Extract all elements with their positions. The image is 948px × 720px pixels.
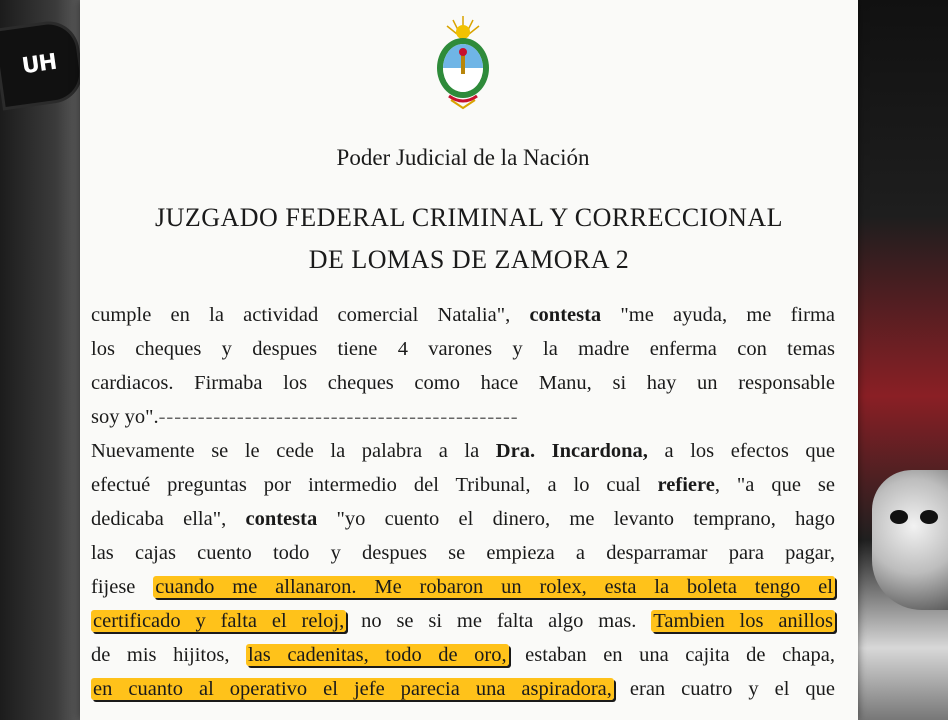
highlight: en cuanto al operativo el jefe parecia una aspiradora, <box>93 678 612 700</box>
background-left <box>0 0 80 720</box>
text-line: efectué preguntas por intermedio del Tribunal, a lo cual refiere, "a que se <box>91 474 835 496</box>
text-line: certificado y falta el reloj, no se si me falta algo mas. Tambien los anillos <box>93 610 833 632</box>
text-line: Nuevamente se le cede la palabra a la Dra. Incardona, a los efectos que <box>91 440 835 462</box>
text-line: fijese cuando me allanaron. Me robaron un rolex, esta la boleta tengo el <box>91 576 833 598</box>
highlight: certificado y falta el reloj, <box>93 610 345 632</box>
court-name-line-2: DE LOMAS DE ZAMORA 2 <box>308 245 630 274</box>
text-line: dedicaba ella", contesta "yo cuento el dinero, me levanto temprano, hago <box>91 508 835 530</box>
court-branch-heading: Poder Judicial de la Nación <box>336 145 590 170</box>
court-name-heading <box>80 197 858 281</box>
text-line: de mis hijitos, las cadenitas, todo de oro, estaban en una cajita de chapa, <box>91 644 835 666</box>
background-right <box>858 0 948 720</box>
court-name-line-1: JUZGADO FEDERAL CRIMINAL Y CORRECCIONAL <box>154 203 784 232</box>
text-line: las cajas cuento todo y despues se empieza a desparramar para pagar, <box>91 542 835 564</box>
text-line: cumple en la actividad comercial Natalia", contesta "me ayuda, me firma <box>91 304 835 326</box>
court-document <box>80 0 858 720</box>
testimony-text <box>91 298 835 706</box>
text-line: soy yo".---------------------------------------------- <box>91 406 519 428</box>
highlight: Tambien los anillos <box>653 610 833 632</box>
text-line: los cheques y despues tiene 4 varones y la madre enferma con temas <box>91 338 835 360</box>
highlight: las cadenitas, todo de oro, <box>248 644 507 666</box>
text-line: cardiacos. Firmaba los cheques como hace Manu, si hay un responsable <box>91 372 835 394</box>
channel-logo-text: UH <box>20 49 58 79</box>
separator-dashes: ---------------------------------------------- <box>158 406 519 428</box>
text-line: en cuanto al operativo el jefe parecia una aspiradora, eran cuatro y el que <box>93 678 835 700</box>
mask-figure <box>872 470 948 610</box>
national-coat-of-arms-icon <box>429 12 497 112</box>
highlight: cuando me allanaron. Me robaron un rolex, esta la boleta tengo el <box>155 576 833 598</box>
